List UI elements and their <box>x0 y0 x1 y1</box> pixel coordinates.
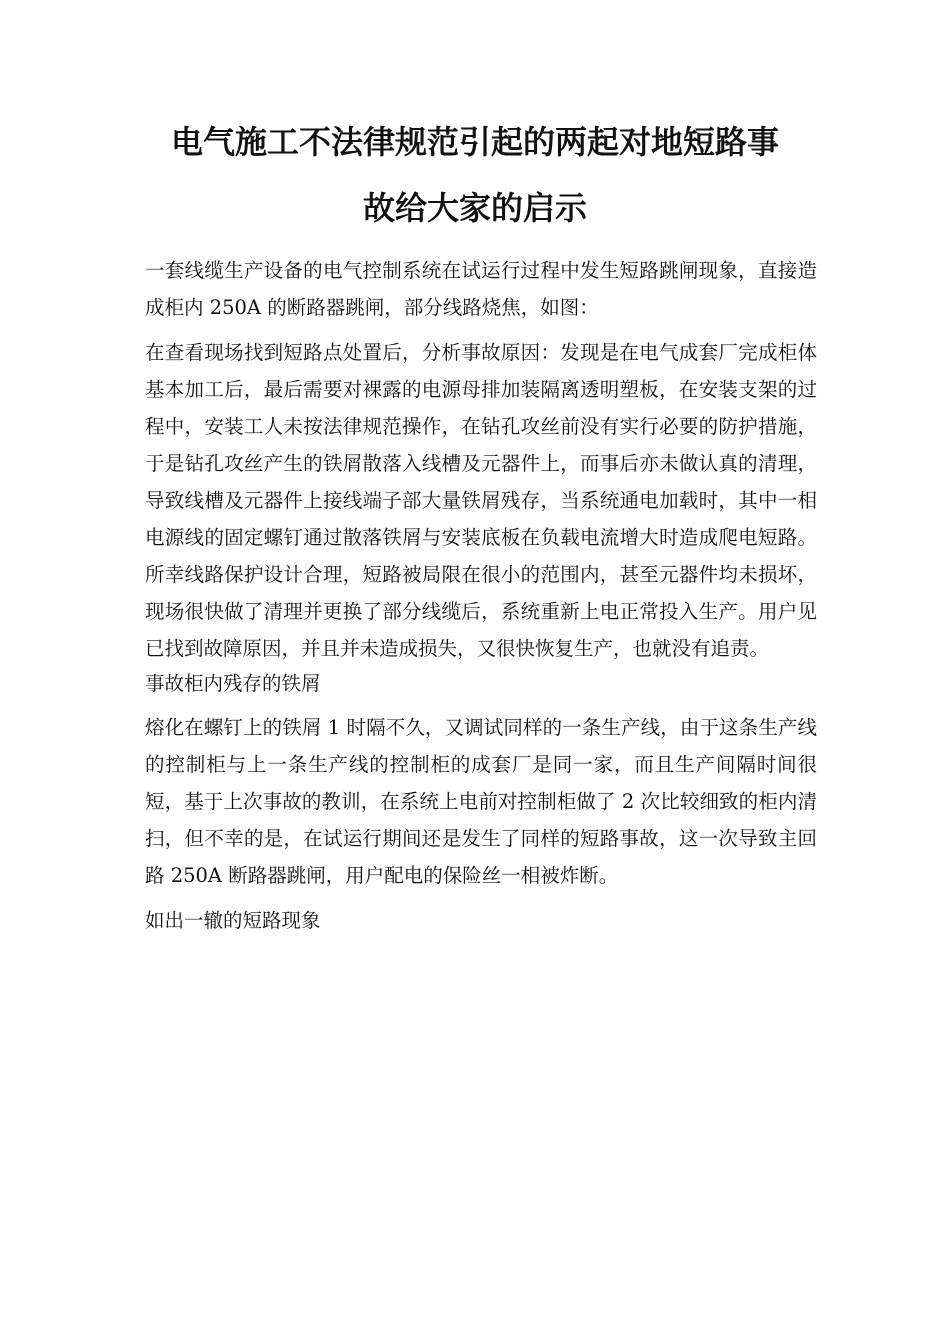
document-title-line-2: 故给大家的启示 <box>362 189 587 227</box>
paragraph-second-incident: 熔化在螺钉上的铁屑 1 时隔不久，又调试同样的一条生产线，由于这条生产线的控制柜与上一条生产线的控制柜的成套厂是同一家，而且生产间隔时间很短，基于上次事故的教训，在系统上电前对控制柜做了 2 次比较细致的柜内清扫，但不幸的是，在试运行期间还是发生了同样的短路事故，这一次导致主回路 250A 断路器跳闸，用户配电的保险丝一相被炸断。 <box>145 716 817 887</box>
paragraph-intro: 一套线缆生产设备的电气控制系统在试运行过程中发生短路跳闸现象，直接造成柜内 250A 的断路器跳闸，部分线路烧焦，如图： <box>145 259 817 319</box>
paragraph-analysis: 在查看现场找到短路点处置后，分析事故原因：发现是在电气成套厂完成柜体基本加工后，最后需要对裸露的电源母排加装隔离透明塑板，在安装支架的过程中，安装工人未按法律规范操作，在钻孔攻丝前没有实行必要的防护措施，于是钻孔攻丝产生的铁屑散落入线槽及元器件上，而事后亦未做认真的清理，导致线槽及元器件上接线端子部大量铁屑残存，当系统通电加载时，其中一相电源线的固定螺钉通过散落铁屑与安装底板在负载电流增大时造成爬电短路。所幸线路保护设计合理，短路被局限在很小的范围内，甚至元器件均未损坏，现场很快做了清理并更换了部分线缆后，系统重新上电正常投入生产。用户见已找到故障原因，并且并未造成损失，又很快恢复生产，也就没有追责。 <box>145 341 817 660</box>
figure-caption-same-short-circuit: 如出一辙的短路现象 <box>145 909 321 932</box>
document-title-line-1: 电气施工不法律规范引起的两起对地短路事 <box>170 123 779 161</box>
figure-caption-residual-iron-filings: 事故柜内残存的铁屑 <box>145 672 321 695</box>
document-body <box>145 252 817 939</box>
